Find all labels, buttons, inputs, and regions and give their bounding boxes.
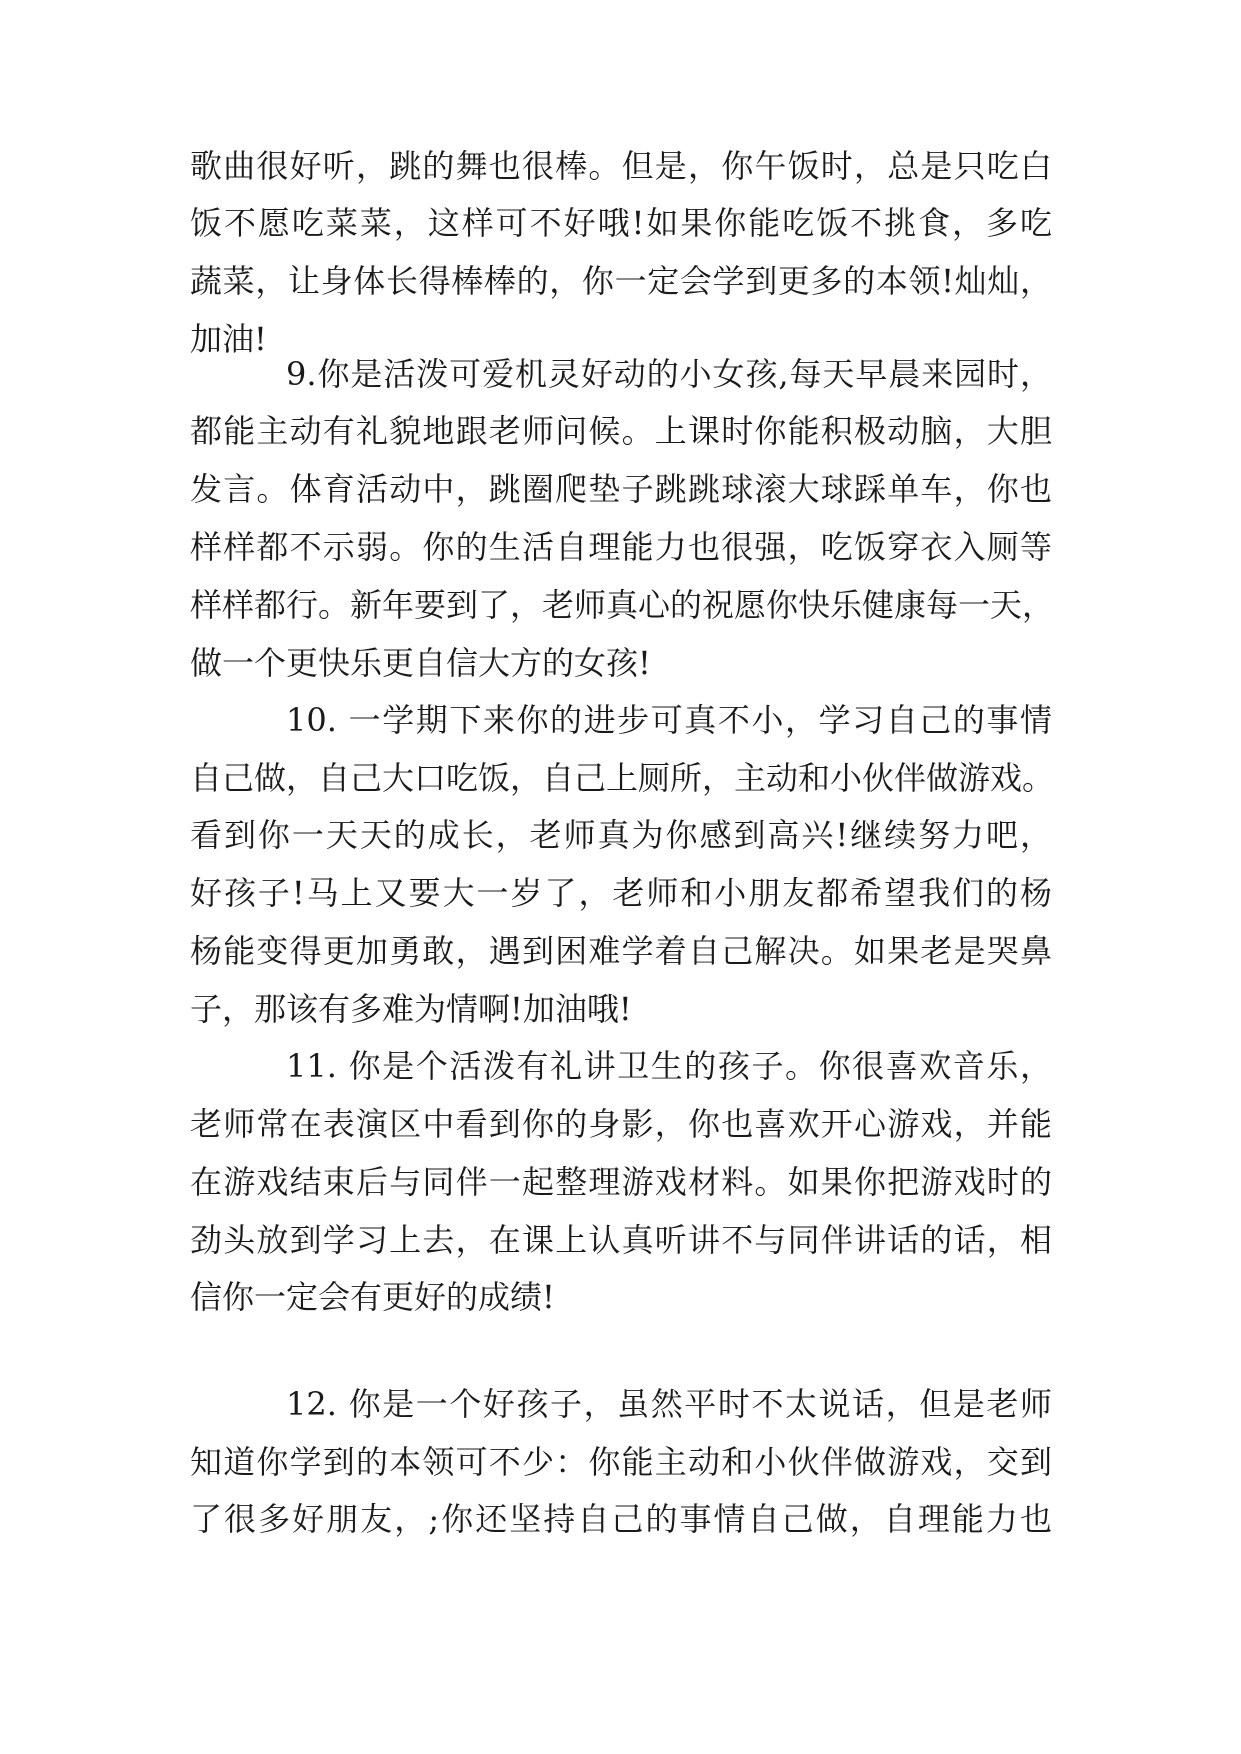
text-line: 好孩子!马上又要大一岁了，老师和小朋友都希望我们的杨 [190, 874, 1052, 912]
text-line: 都能主动有礼貌地跟老师问候。上课时你能积极动脑，大胆 [190, 412, 1052, 450]
text-line: 做一个更快乐更自信大方的女孩! [190, 644, 651, 682]
text-line: 子，那该有多难为情啊!加油哦! [190, 990, 632, 1028]
text-line: 知道你学到的本领可不少：你能主动和小伙伴做游戏，交到 [190, 1443, 1052, 1481]
text-line: 信你一定会有更好的成绩! [190, 1278, 555, 1316]
text-line: 在游戏结束后与同伴一起整理游戏材料。如果你把游戏时的 [190, 1163, 1052, 1201]
paragraph-first-line: 12. 你是一个好孩子，虽然平时不太说话，但是老师 [286, 1385, 1052, 1423]
text-line: 杨能变得更加勇敢，遇到困难学着自己解决。如果老是哭鼻 [190, 932, 1052, 970]
text-line: 饭不愿吃菜菜，这样可不好哦!如果你能吃饭不挑食，多吃 [190, 204, 1052, 242]
text-line: 劲头放到学习上去，在课上认真听讲不与同伴讲话的话，相 [190, 1221, 1052, 1259]
text-line: 看到你一天天的成长，老师真为你感到高兴!继续努力吧， [190, 816, 1052, 854]
text-line: 蔬菜，让身体长得棒棒的，你一定会学到更多的本领!灿灿， [190, 262, 1052, 300]
text-line: 老师常在表演区中看到你的身影，你也喜欢开心游戏，并能 [190, 1105, 1052, 1143]
paragraph-first-line: 9.你是活泼可爱机灵好动的小女孩,每天早晨来园时， [286, 355, 1052, 393]
text-line: 了很多好朋友，;你还坚持自己的事情自己做，自理能力也 [190, 1500, 1052, 1538]
text-line: 自己做，自己大口吃饭，自己上厕所，主动和小伙伴做游戏。 [190, 759, 1055, 797]
text-line: 加油! [190, 320, 267, 358]
paragraph-first-line: 10. 一学期下来你的进步可真不小，学习自己的事情 [286, 701, 1052, 739]
text-line: 歌曲很好听，跳的舞也很棒。但是，你午饭时，总是只吃白 [190, 147, 1052, 185]
text-line: 样样都行。新年要到了，老师真心的祝愿你快乐健康每一天， [190, 586, 1055, 624]
text-line: 发言。体育活动中，跳圈爬垫子跳跳球滚大球踩单车，你也 [190, 470, 1052, 508]
text-line: 样样都不示弱。你的生活自理能力也很强，吃饭穿衣入厕等 [190, 528, 1052, 566]
paragraph-first-line: 11. 你是个活泼有礼讲卫生的孩子。你很喜欢音乐， [286, 1047, 1052, 1085]
